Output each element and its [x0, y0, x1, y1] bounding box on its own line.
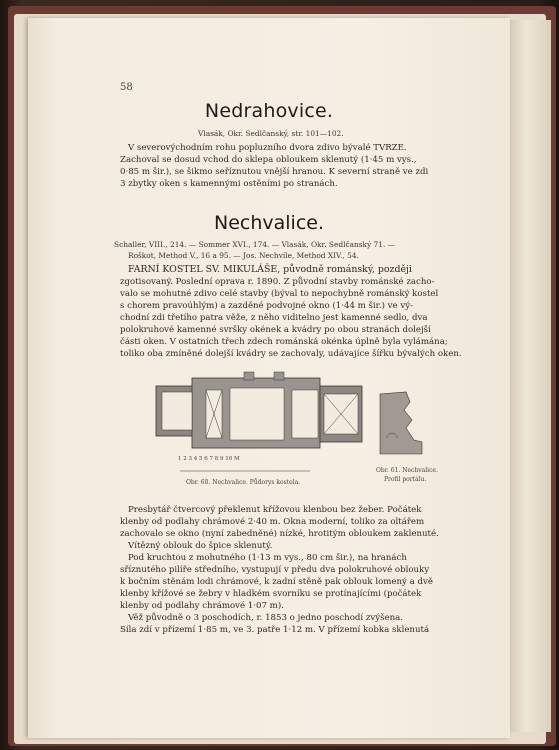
paragraph-line: valo se mohutné zdivo celé stavby (býval to nepochybně románský kostel [120, 289, 439, 299]
paragraph-line: 0·85 m šir.), se šikmo seříznutou vnější hranou. K severní straně ve zdi [120, 167, 429, 177]
paragraph-line: Zachoval se dosud vchod do sklepa obloukem sklenutý (1·45 m vys., [120, 155, 417, 165]
section-title-nechvalice: Nechvalice. [213, 212, 324, 234]
paragraph-line: FARNÍ KOSTEL SV. MIKULÁŠE, původně románský, později [128, 264, 412, 275]
figure-61-subcaption: Profil portálu. [384, 476, 427, 483]
paragraph-line: 3 zbytky oken s kamennými ostěními po stranách. [120, 179, 338, 189]
figure-60-caption: Obr. 60. Nechvalice. Půdorys kostela. [186, 479, 301, 486]
source-note-nechvalice-1: Schaller, VIII., 214. — Sommer XVI., 174. — Vlasák, Okr. Sedlčanský 71. — [114, 240, 396, 249]
source-note-nedrahovice: Vlasák, Okr. Sedlčanský, str. 101—102. [198, 129, 344, 138]
section-title-nedrahovice: Nedrahovice. [204, 100, 334, 122]
paragraph-line: části oken. V ostatních třech zdech románská okénka úplně byla vylámána; [120, 337, 448, 347]
paragraph-line: zgotisovaný. Poslední oprava r. 1890. Z původní stavby románské zacho- [120, 277, 435, 287]
portal-profile [376, 388, 426, 458]
paragraph-line: V severovýchodním rohu popluzního dvora zdivo bývalé TVRZE. [128, 143, 407, 153]
scale-label: 1 2 3 4 5 6 7 8 9 10 M [178, 456, 240, 462]
scale-bar [178, 463, 318, 475]
page-number: 58 [120, 82, 133, 93]
paragraph-line: Věž původně o 3 poschodích, r. 1853 o jedno poschodí zvýšena. [128, 613, 403, 623]
paragraph-line: sříznutého pilíře středního, vystupují v předu dva polokruhové oblouky [120, 565, 430, 575]
church-floor-plan [148, 368, 368, 458]
paragraph-line: Presbytář čtvercový překlenut křížovou klenbou bez žeber. Počátek [128, 505, 422, 515]
paragraph-line: zachovalo se okno (nyní zabedněné) nízké, hrotitým obloukem zaklenuté. [120, 529, 439, 539]
paragraph-line: Vítězný oblouk do špice sklenutý. [128, 541, 273, 551]
paragraph-line: klenby křížové se žebry v hladkém svorníku se protínajícími (počátek [120, 589, 422, 599]
paragraph-line: chodní zdi třetího patra věže, z něho viditelno jest kamenné sedlo, dva [120, 313, 428, 323]
paragraph-line: k bočním stěnám lodi chrámové, k zadní stěně pak oblouk lomený a dvě [120, 577, 433, 587]
paragraph-line: Síla zdí v přízemí 1·85 m, ve 3. patře 1·12 m. V přízemí kobka sklenutá [120, 625, 430, 635]
paragraph-line: toliko oba zmíněné dolejší kvádry se zachovaly, udávajíce šířku bývalých oken. [120, 349, 462, 359]
paragraph-line: klenby od podlahy chrámové 2·40 m. Okna moderní, toliko za oltářem [120, 517, 425, 527]
figure-61-caption: Obr. 61. Nechvalice. [376, 467, 438, 474]
source-note-nechvalice-2: Roškot, Method V., 16 a 95. — Jos. Nechvíle, Method XIV., 54. [128, 251, 359, 260]
next-page-edge [508, 20, 551, 732]
paragraph-line: Pod kruchtou z mohutného (1·13 m vys., 80 cm šir.), na hranách [128, 553, 407, 563]
paragraph-line: s chorem pravoúhlým) a zazděné podvojné okno (1·44 m šir.) ve vý- [120, 301, 413, 311]
paragraph-line: klenby od podlahy chrámové 1·07 m). [120, 601, 284, 611]
paragraph-line: polokruhové kamenné svršky okének a kvádry po obou stranách dolejší [120, 325, 431, 335]
book-page [28, 18, 510, 738]
